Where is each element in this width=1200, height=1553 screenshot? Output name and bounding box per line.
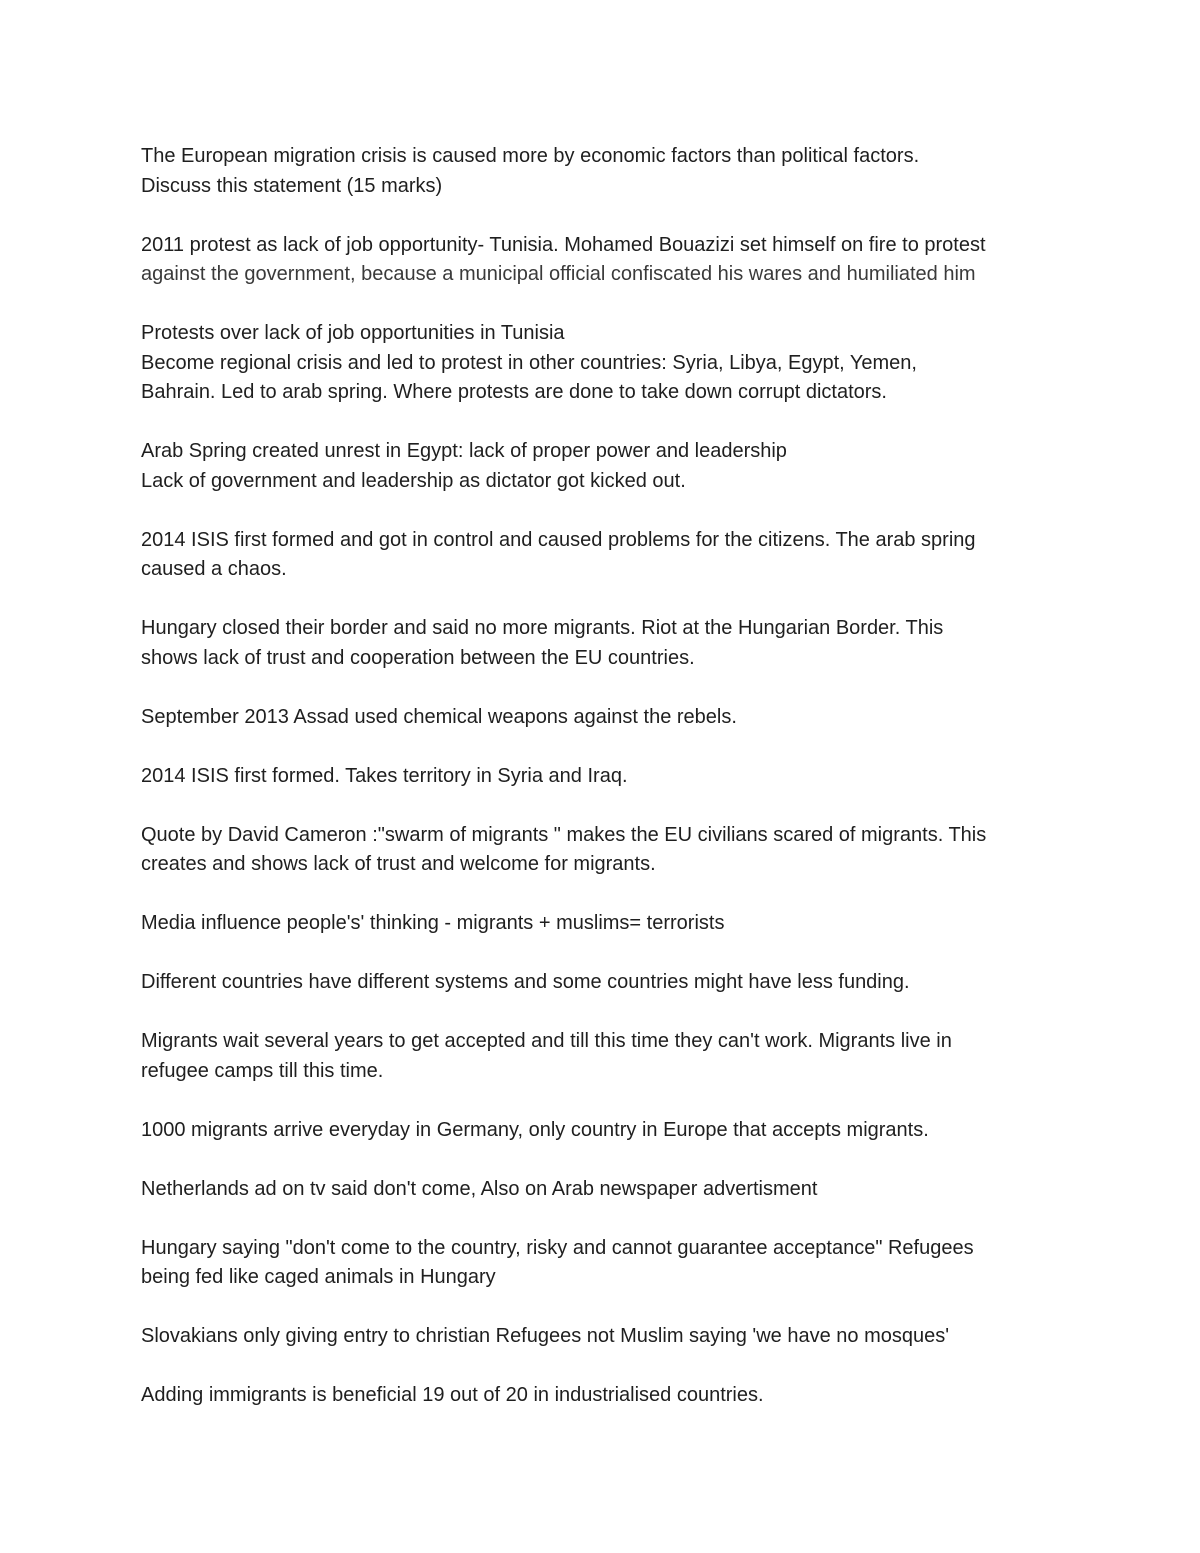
text-line: September 2013 Assad used chemical weapons against the rebels. — [141, 705, 737, 728]
paragraph-gap — [141, 496, 1061, 526]
text-line: against the government, because a municipal official confiscated his wares and humiliated him — [141, 263, 976, 285]
paragraph-gap — [141, 1204, 1061, 1234]
text-line: Arab Spring created unrest in Egypt: lack of proper power and leadership — [141, 440, 787, 462]
paragraph-gap — [141, 290, 1061, 320]
text-line: Netherlands ad on tv said don't come, Also on Arab newspaper advertisment — [141, 1177, 818, 1200]
text-line: Protests over lack of job opportunities in Tunisia — [141, 322, 565, 344]
paragraph — [141, 821, 1061, 880]
paragraph-gap — [141, 673, 1061, 703]
paragraph — [141, 909, 1061, 939]
paragraph — [141, 437, 1061, 496]
paragraph — [141, 1234, 1061, 1293]
paragraph-gap — [141, 939, 1061, 969]
paragraph-gap — [141, 201, 1061, 231]
text-line: refugee camps till this time. — [141, 1059, 384, 1082]
paragraph — [141, 762, 1061, 792]
paragraph — [141, 319, 1061, 408]
paragraph-gap — [141, 998, 1061, 1028]
text-line: Quote by David Cameron :"swarm of migrants " makes the EU civilians scared of migrants. This — [141, 823, 987, 846]
text-line: Become regional crisis and led to protest in other countries: Syria, Libya, Egypt, Yemen, — [141, 351, 917, 374]
text-line: 2014 ISIS first formed and got in control and caused problems for the citizens. The arab spring — [141, 528, 976, 551]
paragraph-gap — [141, 1145, 1061, 1175]
paragraph — [141, 1381, 1061, 1411]
text-line: Discuss this statement (15 marks) — [141, 174, 443, 197]
text-line: Hungary closed their border and said no more migrants. Riot at the Hungarian Border. This — [141, 617, 944, 639]
text-line: Media influence people's' thinking - migrants + muslims= terrorists — [141, 912, 725, 934]
paragraph-gap — [141, 585, 1061, 615]
text-line: shows lack of trust and cooperation between the EU countries. — [141, 646, 695, 669]
paragraph — [141, 231, 1061, 290]
essay-question — [141, 142, 1061, 201]
text-line: 2014 ISIS first formed. Takes territory in Syria and Iraq. — [141, 764, 628, 787]
paragraph — [141, 1322, 1061, 1352]
paragraph — [141, 614, 1061, 673]
paragraph-gap — [141, 1352, 1061, 1382]
text-line: creates and shows lack of trust and welcome for migrants. — [141, 853, 656, 875]
paragraph — [141, 968, 1061, 998]
paragraph — [141, 1175, 1061, 1205]
text-line: 2011 protest as lack of job opportunity- Tunisia. Mohamed Bouazizi set himself on fire to protest — [141, 233, 986, 256]
text-line: 1000 migrants arrive everyday in Germany, only country in Europe that accepts migrants. — [141, 1118, 929, 1141]
paragraph — [141, 1027, 1061, 1086]
paragraph-gap — [141, 880, 1061, 910]
paragraph-gap — [141, 732, 1061, 762]
paragraph-gap — [141, 408, 1061, 438]
text-line: caused a chaos. — [141, 558, 287, 580]
text-line: Slovakians only giving entry to christian Refugees not Muslim saying 'we have no mosques' — [141, 1325, 950, 1347]
text-line: Lack of government and leadership as dictator got kicked out. — [141, 469, 686, 492]
text-line: Different countries have different systems and some countries might have less funding. — [141, 971, 910, 993]
text-line: Hungary saying "don't come to the country, risky and cannot guarantee acceptance" Refugees — [141, 1236, 974, 1259]
paragraph — [141, 526, 1061, 585]
paragraph — [141, 703, 1061, 733]
paragraph — [141, 1116, 1061, 1146]
text-line: The European migration crisis is caused more by economic factors than political factors. — [141, 145, 920, 167]
text-line: Bahrain. Led to arab spring. Where protests are done to take down corrupt dictators. — [141, 381, 887, 403]
text-line: being fed like caged animals in Hungary — [141, 1266, 496, 1288]
text-line: Migrants wait several years to get accepted and till this time they can't work. Migrants live in — [141, 1030, 952, 1052]
paragraph-gap — [141, 1086, 1061, 1116]
paragraph-gap — [141, 1293, 1061, 1323]
text-line: Adding immigrants is beneficial 19 out of 20 in industrialised countries. — [141, 1384, 764, 1406]
paragraph-gap — [141, 791, 1061, 821]
document-body — [141, 142, 1061, 1411]
